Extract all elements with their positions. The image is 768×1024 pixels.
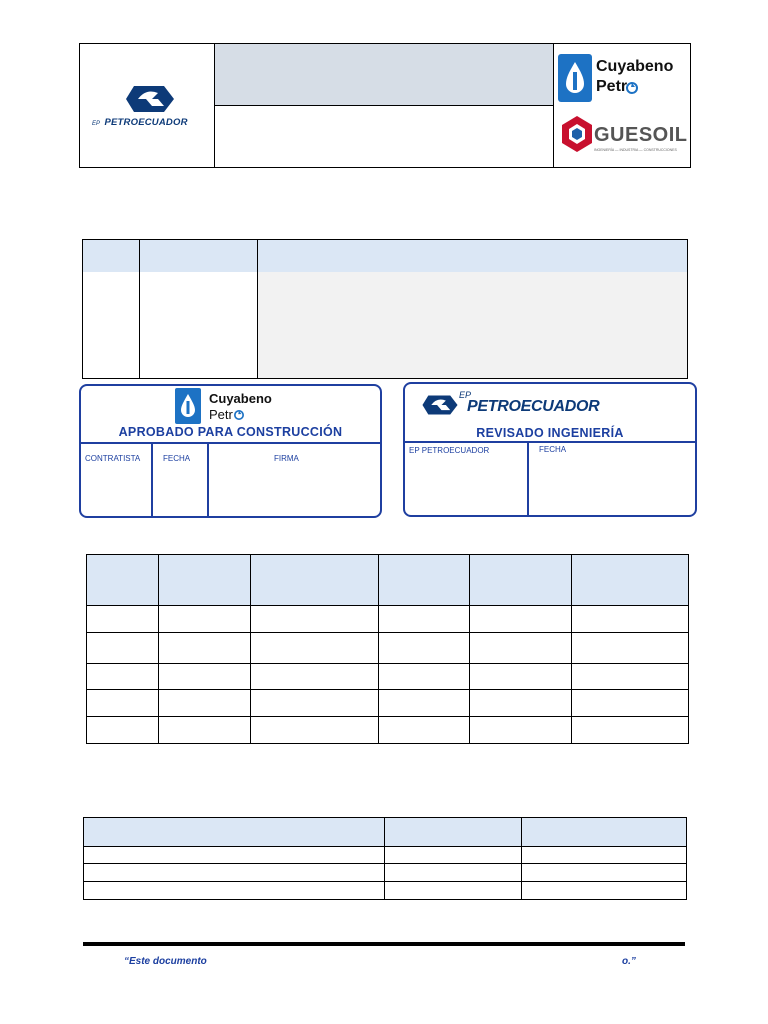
approval-stamp xyxy=(79,384,382,518)
guesoil-tagline: INGENIERÍA — INDUSTRIA — CONSTRUCCIONES xyxy=(594,148,677,152)
row-divider xyxy=(84,846,686,847)
review-ep-prefix: EP xyxy=(459,390,472,400)
signature-table-header xyxy=(84,818,686,846)
row-divider xyxy=(84,881,686,882)
column-divider xyxy=(384,818,385,899)
header-logo-cell xyxy=(80,44,215,167)
revision-table-header xyxy=(83,240,687,272)
column-divider xyxy=(469,555,470,743)
cuyabeno-petro: Petr xyxy=(596,78,628,95)
distribution-table xyxy=(86,554,689,744)
petroecuador-emblem-icon xyxy=(124,84,176,114)
header-client-logos xyxy=(553,44,690,167)
stamp-fecha-label: FECHA xyxy=(163,454,191,463)
guesoil-name: GUESOIL xyxy=(594,124,688,146)
row-divider xyxy=(87,663,688,664)
petroecuador-logo xyxy=(92,112,188,130)
footer-text-right: o.” xyxy=(622,956,636,967)
distribution-table-header xyxy=(87,555,688,605)
column-divider xyxy=(378,555,379,743)
petroecuador-emblem-icon xyxy=(421,394,459,416)
cuyabeno-drop-icon xyxy=(175,388,201,424)
footer-text-left: “Este documento xyxy=(124,956,207,967)
stamp-fecha-label: FECHA xyxy=(539,445,567,454)
stamp-firma-label: FIRMA xyxy=(274,454,299,463)
footer-rule xyxy=(83,942,685,946)
row-divider xyxy=(87,605,688,606)
column-divider xyxy=(250,555,251,743)
signature-table xyxy=(83,817,687,900)
stamp-divider xyxy=(151,442,153,516)
review-petroecuador-wordmark: PETROECUADOR xyxy=(467,398,600,415)
column-divider xyxy=(257,272,258,378)
column-divider xyxy=(139,272,140,378)
stamp-divider xyxy=(81,442,380,444)
review-stamp xyxy=(403,382,697,517)
header-subtitle-cell xyxy=(215,106,554,167)
cuyabeno-drop-icon xyxy=(558,54,592,102)
column-divider xyxy=(521,818,522,899)
stamp-cuyabeno-name: Cuyabeno xyxy=(209,391,272,406)
approval-stamp-title: APROBADO PARA CONSTRUCCIÓN xyxy=(118,425,343,439)
row-divider xyxy=(84,863,686,864)
guesoil-hexagon-icon xyxy=(558,114,596,154)
stamp-contratista-label: CONTRATISTA xyxy=(85,454,141,463)
column-divider xyxy=(158,555,159,743)
stamp-cuyabeno-petro: Petr xyxy=(209,407,233,422)
stamp-divider xyxy=(405,441,695,443)
ep-prefix: EP xyxy=(92,121,101,127)
petro-swirl-icon xyxy=(234,410,244,420)
revision-col-2 xyxy=(140,272,257,378)
revision-col-1 xyxy=(83,272,140,378)
stamp-divider xyxy=(207,442,209,516)
document-header xyxy=(79,43,691,168)
petroecuador-wordmark: PETROECUADOR xyxy=(104,117,188,128)
petro-swirl-icon xyxy=(626,82,638,94)
header-title-cell xyxy=(215,44,554,106)
column-divider xyxy=(571,555,572,743)
revision-table xyxy=(82,239,688,379)
row-divider xyxy=(87,689,688,690)
review-stamp-title: REVISADO INGENIERÍA xyxy=(476,426,624,440)
cuyabeno-name: Cuyabeno xyxy=(596,58,674,75)
stamp-ep-label: EP PETROECUADOR xyxy=(409,446,490,455)
row-divider xyxy=(87,632,688,633)
row-divider xyxy=(87,716,688,717)
stamp-divider xyxy=(527,441,529,515)
